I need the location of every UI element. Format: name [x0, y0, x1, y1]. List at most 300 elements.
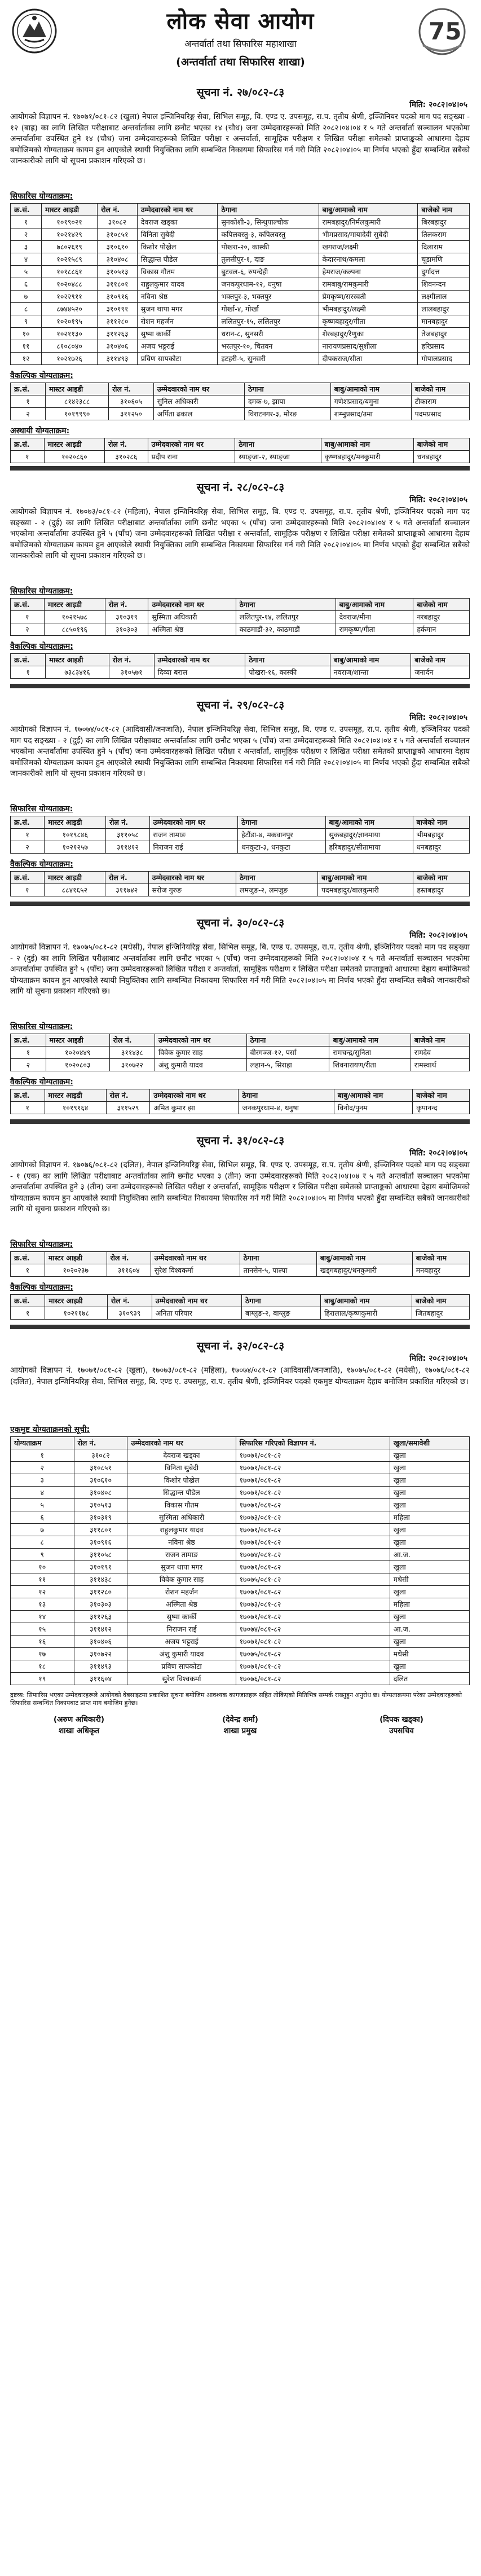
column-header: योग्यताक्रम	[11, 1437, 74, 1449]
table-cell: ३११२५०	[109, 408, 154, 420]
table-cell: ७८०२६१९	[41, 241, 97, 253]
table-row	[11, 611, 470, 623]
column-header: मास्टर आइडी	[44, 872, 105, 884]
table-cell: विनिता सुबेदी	[127, 1462, 236, 1474]
recommended-label: सिफारिस योग्यताक्रम:	[10, 1240, 73, 1249]
table-cell: १८	[11, 1660, 74, 1673]
column-header: बाबु/आमाको नाम	[319, 204, 418, 216]
table-row	[11, 1449, 470, 1462]
table-cell: हिरालाल/कृष्णकुमारी	[321, 1307, 412, 1320]
table-cell: पदमबहादुर/बालकुमारी	[318, 884, 413, 896]
table-row	[11, 1573, 470, 1586]
table-cell: ३११०५८	[106, 829, 149, 841]
table-cell: जनकपुरधाम-४, धनुषा	[239, 1102, 334, 1114]
column-header: ठेगाना	[236, 599, 336, 611]
qualification-table	[10, 653, 470, 679]
n6-title: सूचना नं. ३२/०८२-८३	[196, 1340, 285, 1352]
table-cell: रोशन महर्जन	[137, 315, 218, 328]
table-cell: ८७४४५२०	[41, 303, 97, 315]
table-cell: ३१०१९१	[74, 1561, 127, 1573]
qualification-table	[10, 203, 470, 365]
table-row	[11, 1536, 470, 1549]
table-row	[11, 328, 470, 340]
table-cell: सुकबहादुर/ज्ञानमाया	[325, 829, 413, 841]
table-cell: राजन तामाङ	[149, 829, 238, 841]
table-cell: हरिबहादुर/सीतामाया	[325, 841, 413, 854]
table-cell: तानसेन-५, पाल्पा	[240, 1264, 316, 1277]
column-header: क्र.सं.	[11, 599, 45, 611]
n5-title: सूचना नं. ३१/०८२-८३	[196, 1135, 285, 1147]
table-cell: ३१०७२२	[109, 1059, 155, 1071]
section-divider	[10, 684, 470, 688]
table-cell: दलित	[390, 1673, 469, 1685]
column-header: क्र.सं.	[11, 438, 45, 451]
table-cell: देवराज/मीना	[336, 611, 413, 623]
table-cell: ३१०६१०	[98, 241, 138, 253]
table-cell: भरतपुर-१०, चितवन	[218, 340, 319, 353]
header	[0, 0, 481, 85]
table-cell: ३१०९३९	[108, 1307, 152, 1320]
n5-date: मिति: २०८२।०४।०५	[409, 1149, 467, 1158]
table-cell: खगराज/लक्ष्मी	[319, 241, 418, 253]
table-cell: ६	[11, 278, 42, 291]
table-cell: ८१४२३८८	[46, 395, 109, 408]
table-cell: ३११४१२	[74, 1623, 127, 1636]
table-row	[11, 451, 470, 463]
table-cell: १०	[11, 328, 42, 340]
qualification-table	[10, 1034, 470, 1071]
column-header: मास्टर आइडी	[45, 816, 106, 829]
column-header: ठेगाना	[236, 872, 317, 884]
table-cell: ३	[11, 1474, 74, 1487]
table-row	[11, 241, 470, 253]
table-cell: धनबहादुर	[413, 841, 469, 854]
n3-date: मिति: २०८२।०४।०५	[409, 713, 467, 722]
table-cell: ३१०५७१	[109, 666, 154, 679]
table-cell: पोखरा-२०, कास्की	[218, 241, 319, 253]
column-header: ठेगाना	[239, 1089, 334, 1102]
table-row	[11, 303, 470, 315]
table-cell: १७०७१/०८१-८२	[236, 1536, 390, 1549]
column-header: क्र.सं.	[11, 383, 46, 395]
table-row	[11, 1611, 470, 1623]
table-cell: धनकुटा-३, धनकुटा	[238, 841, 325, 854]
table-row	[11, 1561, 470, 1573]
table-cell: महिला	[390, 1511, 469, 1524]
table-cell: ३१०४०६	[98, 340, 138, 353]
column-header: रोल नं.	[105, 872, 148, 884]
table-cell: जितबहादुर	[412, 1307, 469, 1320]
table-cell: १७०७१/०८१-८२	[236, 1449, 390, 1462]
column-header: रोल नं.	[98, 204, 138, 216]
table-cell: ३	[11, 241, 42, 253]
table-cell: तुलसीपुर-१, दाङ	[218, 253, 319, 266]
table-cell: सुस्मिता अधिकारी	[127, 1511, 236, 1524]
table-cell: लहान-५, सिराहा	[246, 1059, 329, 1071]
table-cell: १०१९८४६	[45, 829, 106, 841]
table-cell: ५	[11, 1499, 74, 1511]
table-cell: खुला	[390, 1660, 469, 1673]
table-cell: अजय भट्टराई	[127, 1636, 236, 1648]
table-cell: ८	[11, 1536, 74, 1549]
column-header: बाजेको नाम	[411, 654, 470, 666]
column-header: ठेगाना	[218, 204, 319, 216]
table-cell: मधेसी	[390, 1648, 469, 1660]
table-cell: निराजन राई	[127, 1623, 236, 1636]
table-cell: ३११०५८	[74, 1549, 127, 1561]
emblem-text: 75	[429, 17, 462, 45]
column-header: उम्मेदवारको नाम थर	[152, 1295, 241, 1307]
table-row	[11, 291, 470, 303]
table-cell: १७०७१/०८१-८२	[236, 1636, 390, 1648]
signature-name: (देवेन्द्र शर्मा)	[222, 1715, 258, 1724]
table-cell: १०२११३०	[41, 328, 97, 340]
column-header: क्र.सं.	[11, 204, 42, 216]
table-cell: १७०७१/०८१-८२	[236, 1586, 390, 1598]
table-row	[11, 1474, 470, 1487]
table-cell: १७०७१/०८१-८२	[236, 1660, 390, 1673]
signature-role: उपसचिव	[389, 1726, 414, 1735]
table-cell: १७०७४/०८१-८२	[236, 1549, 390, 1561]
table-cell: अस्मिता श्रेष्ठ	[148, 623, 236, 636]
table-cell: नारायणप्रसाद/सुशीला	[319, 340, 418, 353]
table-cell: १०२१५७८	[44, 611, 105, 623]
table-cell: १७०७१/०८१-८२	[236, 1499, 390, 1511]
org-name: लोक सेवा आयोग	[166, 8, 315, 34]
table-cell: १७०७५/०८१-८२	[236, 1648, 390, 1660]
column-header: मास्टर आइडी	[46, 654, 109, 666]
table-cell: अमित कुमार झा	[150, 1102, 239, 1114]
table-row	[11, 1264, 470, 1277]
table-cell: विवेक कुमार साह	[127, 1573, 236, 1586]
n4-title: सूचना नं. ३०/०८२-८३	[196, 917, 285, 929]
table-cell: प्रविण सापकोटा	[137, 353, 218, 365]
table-cell: सुष्मा कार्की	[137, 328, 218, 340]
table-cell: सुरेश विश्वकर्मा	[151, 1264, 240, 1277]
section-divider	[10, 1119, 470, 1124]
n2-date: मिति: २०८२।०४।०५	[409, 495, 467, 504]
table-row	[11, 1660, 470, 1673]
table-row	[11, 666, 470, 679]
table-cell: ३१०५१३	[74, 1499, 127, 1511]
table-row	[11, 1102, 470, 1114]
table-cell: १०२१४२९	[41, 228, 97, 241]
table-cell: विकास गौतम	[127, 1499, 236, 1511]
column-header: उम्मेदवारको नाम थर	[155, 1034, 246, 1047]
table-cell: १७०७६/०८१-८२	[236, 1673, 390, 1685]
table-cell: नविना श्रेष्ठ	[137, 291, 218, 303]
table-cell: ३११८०१	[98, 278, 138, 291]
table-cell: ७	[11, 291, 42, 303]
table-cell: लमजुङ-२, लमजुङ	[236, 884, 317, 896]
table-row	[11, 1462, 470, 1474]
table-cell: खड्गबहादुर/धनकुमारी	[316, 1264, 412, 1277]
table-cell: ३११२८०	[98, 315, 138, 328]
table-cell: २	[11, 1059, 46, 1071]
table-cell: १०२१७२६	[41, 353, 97, 365]
column-header: बाजेको नाम	[413, 872, 470, 884]
table-row	[11, 216, 470, 228]
table-cell: बुटवल-६, रुपन्देही	[218, 266, 319, 278]
column-header: सिफारिस गरिएको विज्ञापन नं.	[236, 1437, 390, 1449]
n4-date: मिति: २०८२।०४।०५	[409, 931, 467, 940]
recommended-label: सिफारिस योग्यताक्रम:	[10, 192, 73, 201]
table-cell: १	[11, 216, 42, 228]
table-row	[11, 353, 470, 365]
table-cell: १०१९९९०	[46, 408, 109, 420]
anniversary-75-logo-icon	[416, 6, 468, 55]
table-cell: ३१०९१६	[74, 1536, 127, 1549]
qualification-table	[10, 1436, 470, 1685]
table-cell: सुनिल अधिकारी	[153, 395, 244, 408]
table-row	[11, 1636, 470, 1648]
table-cell: १	[11, 829, 45, 841]
table-cell: सुष्मा कार्की	[127, 1611, 236, 1623]
table-cell: आ.ज.	[390, 1549, 469, 1561]
table-cell: १७०७१/०८१-८२	[236, 1524, 390, 1536]
n3-body: आयोगको विज्ञापन नं. १७०७४/०८१-८२ (आदिवासी/जनजाति), नेपाल इन्जिनियरिङ्ग सेवा, सिभिल समूह, बि. एण्ड ए. उपसमूह, रा.प. तृतीय श्रेणी, इञ्जिनियर पदको माग पद सङ्ख्या - २ (दुई) का लागि लिखित परीक्षाबाट अन्तर्वार्ताका लागि छनौट भएका ५ (पाँच) जना उम्मेदवारहरूको मिति २०८२।०४।०४ र ५ गते अन्तर्वार्ता सञ्चालन भएकोमा अन्तर्वार्तामा उपस्थित हुने ५ (पाँच) जना उम्मेदवारहरूको लिखित परीक्षा र अन्तर्वार्ता, सामूहिक परीक्षण र लिखित परीक्षा समेतको प्राप्ताङ्कको आधारमा देहाय बमोजिमको योग्यताक्रम कायम हुन आएकोले स्थायी नियुक्तिका लागि सम्बन्धित निकायमा सिफारिस गर्न गरी मिति २०८२।०४।०५ मा निर्णय भएको हुँदा सम्बन्धित सबैको जानकारीको लागि यो सूचना प्रकाशन गरिएको छ।	[10, 725, 470, 778]
column-header: रोल नं.	[105, 599, 148, 611]
table-cell: ३१०६०५	[109, 395, 154, 408]
table-cell: नवराज/शान्ता	[330, 666, 411, 679]
table-row	[11, 395, 470, 408]
table-cell: ३११७४२	[105, 884, 148, 896]
table-cell: ३११६०४	[107, 1264, 151, 1277]
qualification-table	[10, 438, 470, 463]
table-cell: रामदेव	[411, 1047, 469, 1059]
alternate-label: वैकल्पिक योग्यताक्रम:	[10, 1078, 73, 1087]
column-header: मास्टर आइडी	[46, 383, 109, 395]
table-cell: ३११४९३	[98, 353, 138, 365]
table-cell: रामकृष्ण/गीता	[336, 623, 413, 636]
table-cell: ३११५२९	[106, 1102, 150, 1114]
table-cell: १७०७४/०८१-८२	[236, 1623, 390, 1636]
table-cell: ३१०३०३	[74, 1598, 127, 1611]
table-cell: ८	[11, 303, 42, 315]
table-row	[11, 266, 470, 278]
table-cell: पदमप्रसाद	[411, 408, 469, 420]
table-cell: अर्पिता ढकाल	[153, 408, 244, 420]
table-cell: तिलकराम	[418, 228, 470, 241]
table-cell: दिव्या बराल	[154, 666, 245, 679]
column-header: उम्मेदवारको नाम थर	[151, 1252, 240, 1264]
table-row	[11, 1047, 470, 1059]
table-cell: ७३८३४१६	[46, 666, 109, 679]
table-cell: ३१०४०८	[74, 1487, 127, 1499]
n1-title: सूचना नं. २७/०८२-८३	[196, 86, 285, 99]
column-header: बाबु/आमाको नाम	[321, 438, 413, 451]
table-cell: सिद्धान्त पौडेल	[137, 253, 218, 266]
table-cell: विराटनगर-३, मोरङ	[245, 408, 331, 420]
table-cell: ३१०४०८	[98, 253, 138, 266]
column-header: रोल नं.	[109, 383, 154, 395]
table-cell: १७०७१/०८१-८२	[236, 1487, 390, 1499]
table-cell: प्रेमकृष्ण/सरस्वती	[319, 291, 418, 303]
table-cell: इटहरी-५, सुनसरी	[218, 353, 319, 365]
table-cell: कृष्णबहादुर/गीता	[319, 315, 418, 328]
table-cell: अस्मिता श्रेष्ठ	[127, 1598, 236, 1611]
table-cell: वीरगञ्ज-१२, पर्सा	[246, 1047, 329, 1059]
table-cell: देवराज खड्का	[137, 216, 218, 228]
qualification-table	[10, 1089, 470, 1114]
table-cell: लक्ष्मीलाल	[418, 291, 470, 303]
column-header: बाबु/आमाको नाम	[325, 816, 413, 829]
column-header: ठेगाना	[246, 1034, 329, 1047]
table-cell: ३१०३१९	[74, 1511, 127, 1524]
qualification-table	[10, 1251, 470, 1277]
table-cell: नरबहादुर	[413, 611, 470, 623]
column-header: उम्मेदवारको नाम थर	[137, 204, 218, 216]
table-cell: ७	[11, 1524, 74, 1536]
n1-body: आयोगको विज्ञापन नं. १७०७१/०८१-८२ (खुला) नेपाल इन्जिनियरिङ्ग सेवा, सिभिल समूह, वि. एण्ड ए. उपसमूह, रा.प. तृतीय श्रेणी, इञ्जिनियर पदको माग पद सङ्ख्या - १२ (बाह्र) का लागि लिखित परीक्षाबाट अन्तर्वार्ताका लागि छनौट भएका १४ (चौध) जना उम्मेदवारहरूको मिति २०८२।०४।०४ र ५ गते अन्तर्वार्ता सञ्चालन भएकोमा अन्तर्वार्तामा उपस्थित हुने १४ (चौध) जना उम्मेदवारहरूको लिखित परीक्षा र अन्तर्वार्ता, सामूहिक परीक्षण र लिखित परीक्षा समेतको प्राप्ताङ्कको आधारमा देहाय बमोजिमको योग्यताक्रम कायम हुन आएकोले स्थायी नियुक्तिका लागि सम्बन्धित निकायमा सिफारिस गर्न गरी मिति २०८२।०४।०५ मा निर्णय भएको हुँदा सम्बन्धित सबैको जानकारीको लागि यो सूचना प्रकाशन गरिएको छ।	[10, 112, 470, 165]
table-cell: १	[11, 611, 45, 623]
table-row	[11, 253, 470, 266]
column-header: क्र.सं.	[11, 1295, 45, 1307]
table-cell: नविना श्रेष्ठ	[127, 1536, 236, 1549]
table-cell: केदारनाथ/कमला	[319, 253, 418, 266]
table-cell: शिवनारायण/रीता	[329, 1059, 411, 1071]
column-header: उम्मेदवारको नाम थर	[153, 383, 244, 395]
table-cell: रामस्वार्थ	[411, 1059, 469, 1071]
table-cell: १६	[11, 1636, 74, 1648]
table-cell: ६	[11, 1511, 74, 1524]
column-header: मास्टर आइडी	[44, 438, 105, 451]
table-cell: ३११२६३	[74, 1611, 127, 1623]
column-header: खुला/समावेशी	[390, 1437, 469, 1449]
column-header: उम्मेदवारको नाम थर	[148, 438, 235, 451]
column-header: बाबु/आमाको नाम	[321, 1295, 412, 1307]
qualification-table	[10, 871, 470, 896]
table-cell: खुला	[390, 1524, 469, 1536]
table-cell: हेमराज/कल्पना	[319, 266, 418, 278]
table-cell: १७०७१/०८१-८२	[236, 1474, 390, 1487]
column-header: मास्टर आइडी	[46, 1034, 109, 1047]
table-cell: १७०७१/०८१-८२	[236, 1561, 390, 1573]
table-cell: २	[11, 1462, 74, 1474]
table-cell: देवराज खड्का	[127, 1449, 236, 1462]
column-header: मास्टर आइडी	[41, 204, 97, 216]
table-row	[11, 1648, 470, 1660]
table-cell: १७०७१/०८१-८२	[236, 1462, 390, 1474]
table-cell: १७०७१/०८१-८२	[236, 1611, 390, 1623]
table-cell: १९	[11, 1673, 74, 1685]
table-cell: ३१०७२२	[74, 1648, 127, 1660]
table-cell: १०२०४४९	[46, 1047, 109, 1059]
signature-name: (दिपक खड्का)	[379, 1715, 423, 1724]
table-cell: रोशन महर्जन	[127, 1586, 236, 1598]
table-cell: ४	[11, 253, 42, 266]
column-header: रोल नं.	[108, 1295, 152, 1307]
column-header: रोल नं.	[106, 816, 149, 829]
table-cell: हर्कमान	[413, 623, 470, 636]
table-cell: किशोर पोख्रेल	[137, 241, 218, 253]
table-cell: ३१०२८६	[105, 451, 148, 463]
table-cell: सुजन थापा मगर	[137, 303, 218, 315]
table-cell: भक्तपुर-३, भक्तपुर	[218, 291, 319, 303]
table-cell: १०२११७८	[45, 1307, 108, 1320]
table-cell: १०१९०२१	[41, 216, 97, 228]
table-cell: बिरबहादुर	[418, 216, 470, 228]
table-cell: ३१०८२	[74, 1449, 127, 1462]
column-header: मास्टर आइडी	[45, 1089, 106, 1102]
table-cell: बाग्लुङ-२, बाग्लुङ	[241, 1307, 320, 1320]
column-header: बाबु/आमाको नाम	[330, 383, 411, 395]
column-header: उम्मेदवारको नाम थर	[150, 1089, 239, 1102]
table-cell: विवेक कुमार साह	[155, 1047, 246, 1059]
table-cell: ८८४१६५२	[44, 884, 105, 896]
table-cell: १	[11, 1449, 74, 1462]
table-cell: दिलाराम	[418, 241, 470, 253]
table-cell: १	[11, 666, 46, 679]
table-row	[11, 1598, 470, 1611]
table-cell: २	[11, 841, 45, 854]
column-header: बाजेको नाम	[412, 1295, 469, 1307]
column-header: ठेगाना	[245, 383, 331, 395]
column-header: ठेगाना	[235, 438, 321, 451]
table-cell: दीपकराज/सीता	[319, 353, 418, 365]
table-cell: खुला	[390, 1586, 469, 1598]
table-cell: ९	[11, 1549, 74, 1561]
combined-list-label: एकमुष्ट योग्यताक्रमको सूची:	[10, 1425, 90, 1434]
column-header: क्र.सं.	[11, 1252, 45, 1264]
table-cell: खुला	[390, 1474, 469, 1487]
table-cell: १०१९१६४	[45, 1102, 106, 1114]
table-cell: कृष्णबहादुर/मनकुमारी	[321, 451, 413, 463]
table-cell: खुला	[390, 1611, 469, 1623]
column-header: बाजेको नाम	[413, 1089, 470, 1102]
table-row	[11, 228, 470, 241]
table-cell: प्रदीप राना	[148, 451, 235, 463]
table-cell: काठमाडौं-३२, काठमाडौं	[236, 623, 336, 636]
table-row	[11, 340, 470, 353]
alternate-label: वैकल्पिक योग्यताक्रम:	[10, 860, 73, 869]
table-cell: ३१०८५१	[74, 1462, 127, 1474]
n2-body: आयोगको विज्ञापन नं. १७०७३/०८१-८२ (महिला), नेपाल इन्जिनियरिङ्ग सेवा, सिभिल समूह, बि. एण्ड ए. उपसमूह, रा.प. तृतीय श्रेणी, इञ्जिनियर पदको माग पद सङ्ख्या - २ (दुई) का लागि लिखित परीक्षाबाट अन्तर्वार्ताका लागि छनौट भएका ५ (पाँच) जना उम्मेदवारहरूको मिति २०८२।०४।०४ र ५ गते अन्तर्वार्ता सञ्चालन भएकोमा अन्तर्वार्तामा उपस्थित हुने ५ (पाँच) जना उम्मेदवारहरूको लिखित परीक्षा र अन्तर्वार्ता, सामूहिक परीक्षण र लिखित परीक्षा समेतको प्राप्ताङ्कको आधारमा देहाय बमोजिमको योग्यताक्रम कायम हुन आएकोले स्थायी नियुक्तिका लागि सम्बन्धित निकायमा सिफारिस गर्न गरी मिति २०८२।०४।०५ मा निर्णय भएको हुँदा सम्बन्धित सबैको जानकारीको लागि यो सूचना प्रकाशन गरिएको छ।	[10, 507, 470, 560]
table-cell: खुला	[390, 1536, 469, 1549]
table-cell: विनोद/पुनम	[334, 1102, 412, 1114]
table-cell: मानबहादुर	[418, 315, 470, 328]
table-cell: १७०७३/०८१-८२	[236, 1598, 390, 1611]
table-row	[11, 1499, 470, 1511]
table-cell: १२	[11, 353, 42, 365]
table-cell: भीमबहादुर	[413, 829, 469, 841]
table-cell: खुला	[390, 1449, 469, 1462]
table-cell: ३१०४०६	[74, 1636, 127, 1648]
column-header: क्र.सं.	[11, 872, 45, 884]
column-header: ठेगाना	[238, 816, 325, 829]
table-cell: सुजन थापा मगर	[127, 1561, 236, 1573]
column-header: उम्मेदवारको नाम थर	[148, 599, 236, 611]
table-cell: खुला	[390, 1561, 469, 1573]
alternate-label: वैकल्पिक योग्यताक्रम:	[10, 642, 73, 651]
table-cell: भीमबहादुर/लक्ष्मी	[319, 303, 418, 315]
table-cell: जनार्दन	[411, 666, 470, 679]
column-header: उम्मेदवारको नाम थर	[148, 872, 236, 884]
table-cell: १०२२९११	[41, 291, 97, 303]
column-header: रोल नं.	[107, 1252, 151, 1264]
table-cell: ३१०३०३	[105, 623, 148, 636]
table-cell: हरिप्रसाद	[418, 340, 470, 353]
table-cell: महिला	[390, 1598, 469, 1611]
table-cell: १०१८८६१	[41, 266, 97, 278]
column-header: बाजेको नाम	[411, 383, 469, 395]
table-cell: राहुलकुमार यादव	[127, 1524, 236, 1536]
table-cell: कृपानन्द	[413, 1102, 470, 1114]
table-cell: २	[11, 408, 46, 420]
table-cell: स्याङ्जा-२, स्याङ्जा	[235, 451, 321, 463]
table-cell: हेटौंडा-४, मकवानपुर	[238, 829, 325, 841]
table-row	[11, 278, 470, 291]
